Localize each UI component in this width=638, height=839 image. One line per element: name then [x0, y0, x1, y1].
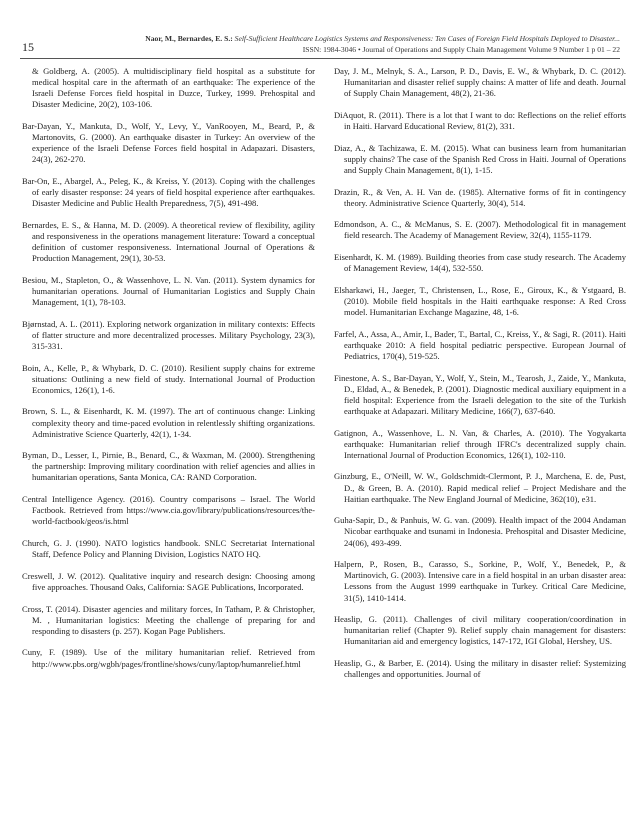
reference-entry: Boin, A., Kelle, P., & Whybark, D. C. (2010). Resilient supply chains for extreme situations: Outlining a new field of study. International Journal of Production Economics, 126(1), 1-6.	[22, 362, 315, 395]
reference-entry: DiAquot, R. (2011). There is a lot that I want to do: Reflections on the relief efforts in Haiti. Harvard Educational Review, 81(2), 331.	[334, 109, 626, 131]
reference-entry: Creswell, J. W. (2012). Qualitative inquiry and research design: Choosing among five approaches. Thousand Oaks, California: SAGE Publications, Incorporated.	[22, 570, 315, 592]
reference-entry: Halpern, P., Rosen, B., Carasso, S., Sorkine, P., Wolf, Y., Benedek, P., & Martinovich, G. (2003). Intensive care in a field hospital in an urban disaster area: Lessons from the August 1999 earthquake in Turkey. Critical Care Medicine, 31(5), 1410-1414.	[334, 559, 626, 603]
reference-entry: Finestone, A. S., Bar-Dayan, Y., Wolf, Y., Stein, M., Tearosh, J., Zaide, Y., Mankuta, D., Eldad, A., & Benedek, P. (2001). Diagnostic medical auxiliary equipment in a field hospital: Experience from the Israeli delegation to the site of the Turkish earthquake at Adapazari. Military Medicine, 166(7), 637-640.	[334, 372, 626, 416]
reference-entry: Eisenhardt, K. M. (1989). Building theories from case study research. The Academy of Management Review, 14(4), 532-550.	[334, 252, 626, 274]
header-journal-line: ISSN: 1984-3046 • Journal of Operations and Supply Chain Management Volume 9 Number 1 p 01 – 22	[302, 45, 620, 54]
reference-entry: Bar-On, E., Abargel, A., Peleg, K., & Kreiss, Y. (2013). Coping with the challenges of early disaster response: 24 years of field hospital experience after earthquakes. Disaster Medicine and Public Health Preparedness, 7(5), 491-498.	[22, 175, 315, 209]
reference-entry: Bar-Dayan, Y., Mankuta, D., Wolf, Y., Levy, Y., VanRooyen, M., Beard, P., & Martonovits, G. (2000). An earthquake disaster in Turkey: An overview of the experience of the Israeli Defense Forces field hospital in Adapazari. Disasters, 24(3), 262-270.	[22, 120, 315, 165]
reference-entry: Central Intelligence Agency. (2016). Country comparisons – Israel. The World Factbook. Retrieved from https://www.cia.gov/library/publications/resources/the-world-factbook/geos/is.html	[22, 494, 315, 527]
reference-entry: Drazin, R., & Ven, A. H. Van de. (1985). Alternative forms of fit in contingency theory. Administrative Science Quarterly, 30(4), 514.	[334, 186, 626, 208]
references-left-column	[22, 66, 315, 680]
reference-entry: Heaslip, G. (2011). Challenges of civil military cooperation/coordination in humanitarian relief (Chapter 9). Relief supply chain management for disasters: Humanitarian aid and emergency logistics, 147-172, IGI Global, Hershey, US.	[334, 614, 626, 647]
reference-entry: Edmondson, A. C., & McManus, S. E. (2007). Methodological fit in management field research. The Academy of Management Review, 32(4), 1155-1179.	[334, 219, 626, 241]
reference-entry: Besiou, M., Stapleton, O., & Wassenhove, L. N. Van. (2011). System dynamics for humanitarian operations. Journal of Humanitarian Logistics and Supply Chain Management, 1(1), 78-103.	[22, 274, 315, 307]
reference-entry: Cross, T. (2014). Disaster agencies and military forces, In Tatham, P. & Christopher, M. , Humanitarian logistics: Meeting the challenge of preparing for and responding to disasters (p. 257). Kogan Page Publishers.	[22, 603, 315, 636]
header-citation-line	[80, 33, 620, 44]
header-authors: Naor, M., Bernardes, E. S.:	[145, 34, 233, 43]
reference-entry: Church, G. J. (1990). NATO logistics handbook. SNLC Secretariat International Staff, Defence Policy and Planning Division, Logistics NATO HQ.	[22, 538, 315, 560]
reference-entry: Bernardes, E. S., & Hanna, M. D. (2009). A theoretical review of flexibility, agility and responsiveness in the operations management literature: Toward a conceptual definition of customer responsiveness. International Journal of Operations & Production Management, 29(1), 30-53.	[22, 219, 315, 264]
page-number: 15	[22, 40, 34, 54]
reference-entry: & Goldberg, A. (2005). A multidisciplinary field hospital as a substitute for medical hospital care in the aftermath of an earthquake: The experience of the Israeli Defense Forces field hospital in Duzce, Turkey, 1999. Prehospital and Disaster Medicine, 20(2), 103-106.	[32, 66, 315, 110]
reference-entry: Diaz, A., & Tachizawa, E. M. (2015). What can business learn from humanitarian supply chains? The case of the Spanish Red Cross in Haiti. Journal of Operations and Supply Chain Management, 8(1), 1-15.	[334, 142, 626, 175]
reference-entry: Farfel, A., Assa, A., Amir, I., Bader, T., Bartal, C., Kreiss, Y., & Sagi, R. (2011). Haiti earthquake 2010: A field hospital pediatric perspective. European Journal of Pediatrics, 170(4), 519-525.	[334, 328, 626, 361]
running-header	[80, 33, 620, 55]
references-right-column	[334, 66, 626, 691]
header-title: Self-Sufficient Healthcare Logistics Systems and Responsiveness: Ten Cases of Foreign Field Hospitals Deployed to Disaster...	[234, 34, 620, 43]
reference-entry: Heaslip, G., & Barber, E. (2014). Using the military in disaster relief: Systemizing challenges and opportunities. Journal of	[334, 658, 626, 680]
reference-entry: Elsharkawi, H., Jaeger, T., Christensen, L., Rose, E., Giroux, K., & Ystgaard, B. (2010). Mobile field hospitals in the Haiti earthquake response: A Red Cross model. Humanitarian Exchange Magazine, 48, 1-6.	[334, 284, 626, 318]
reference-entry: Byman, D., Lesser, I., Pirnie, B., Benard, C., & Waxman, M. (2000). Strengthening the partnership: Improving military coordination with relief agencies and allies in humanitarian operations, Santa Monica, CA: RAND Corporation.	[22, 450, 315, 483]
header-divider	[20, 58, 620, 59]
reference-entry: Brown, S. L., & Eisenhardt, K. M. (1997). The art of continuous change: Linking complexity theory and time-paced evolution in relentlessly shifting organizations. Administrative Science Quarterly, 42(1), 1-34.	[22, 406, 315, 439]
reference-entry: Guha-Sapir, D., & Panhuis, W. G. van. (2009). Health impact of the 2004 Andaman Nicobar earthquake and tsunami in Indonesia. Prehospital and Disaster Medicine, 24(06), 493-499.	[334, 515, 626, 548]
reference-entry: Day, J. M., Melnyk, S. A., Larson, P. D., Davis, E. W., & Whybark, D. C. (2012). Humanitarian and disaster relief supply chains: A matter of life and death. Journal of Supply Chain Management, 48(2), 21-36.	[334, 66, 626, 99]
reference-entry: Gatignon, A., Wassenhove, L. N. Van, & Charles, A. (2010). The Yogyakarta earthquake: Humanitarian relief through IFRC's decentralized supply chain. International Journal of Production Economics, 126(1), 102-110.	[334, 427, 626, 460]
reference-entry: Bjørnstad, A. L. (2011). Exploring network organization in military contexts: Effects of flatter structure and more decentralized processes. Military Psychology, 23(3), 315-331.	[22, 318, 315, 351]
reference-entry: Cuny, F. (1989). Use of the military humanitarian relief. Retrieved from http://www.pbs.org/wgbh/pages/frontline/shows/cuny/laptop/humanrelief.html	[22, 647, 315, 669]
reference-entry: Ginzburg, E., O'Neill, W. W., Goldschmidt-Clermont, P. J., Marchena, E. de, Pust, D., & Green, B. A. (2010). Rapid medical relief – Project Medishare and the Haitian earthquake. The New England Journal of Medicine, 362(10), e31.	[334, 471, 626, 504]
